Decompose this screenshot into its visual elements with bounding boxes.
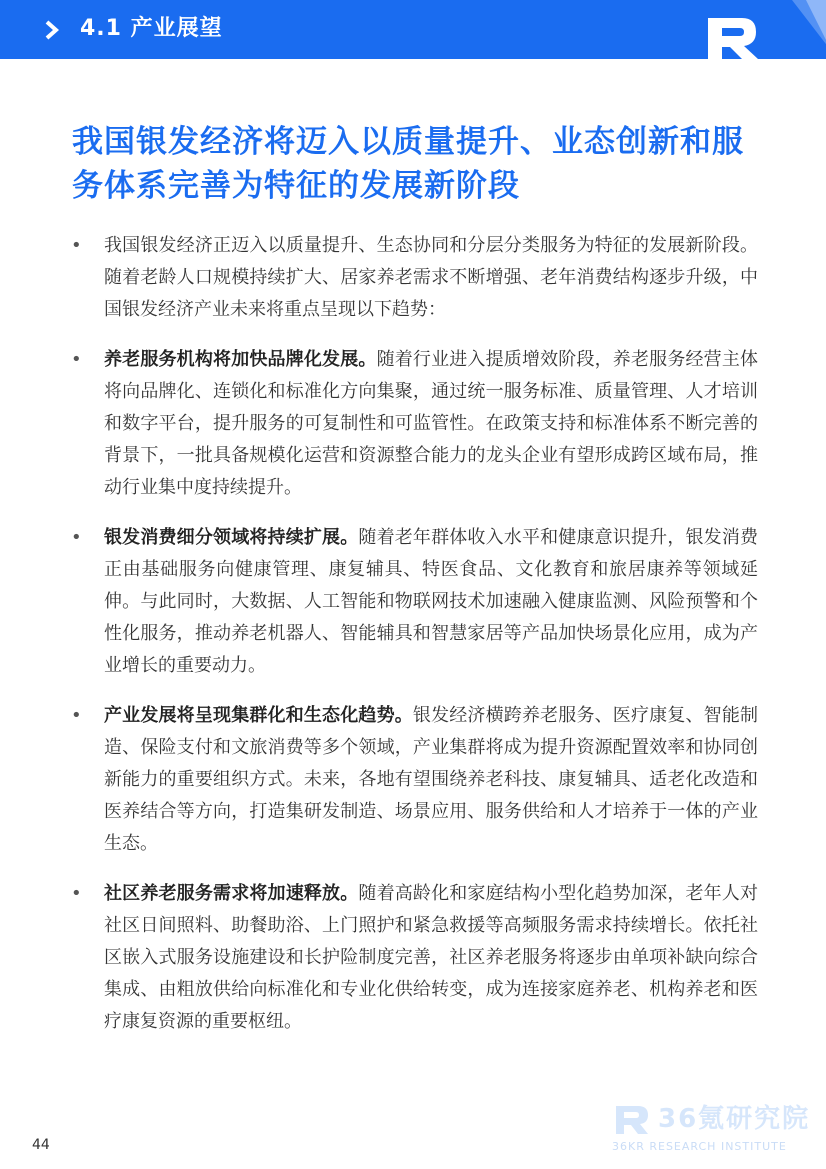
paragraph-intro (68, 230, 758, 326)
paragraph-lead: 社区养老服务需求将加速释放。 (104, 883, 359, 904)
brand-mark-icon (612, 1102, 652, 1138)
paragraph-text: 我国银发经济正迈入以质量提升、生态协同和分层分类服务为特征的发展新阶段。随着老龄人口规模持续扩大、居家养老需求不断增强、老年消费结构逐步升级，中国银发经济产业未来将重点呈现以下趋势： (104, 235, 758, 320)
paragraph-lead: 养老服务机构将加快品牌化发展。 (104, 349, 377, 370)
paragraph-text: 银发经济横跨养老服务、医疗康复、智能制造、保险支付和文旅消费等多个领域，产业集群将成为提升资源配置效率和协同创新能力的重要组织方式。未来，各地有望围绕养老科技、康复辅具、适老化改造和医养结合等方向，打造集研发制造、场景应用、服务供给和人才培养于一体的产业生态。 (104, 705, 759, 854)
bullet-marker: • (71, 705, 82, 726)
bullet-marker: • (71, 883, 82, 904)
paragraph-trend-2 (68, 522, 758, 682)
content-body (68, 230, 758, 1056)
page-title: 我国银发经济将迈入以质量提升、业态创新和服务体系完善为特征的发展新阶段 (72, 124, 744, 204)
paragraph-trend-3 (68, 700, 758, 860)
paragraph-trend-4 (68, 878, 758, 1038)
paragraph-trend-1 (68, 344, 758, 504)
paragraph-text: 随着老年群体收入水平和健康意识提升，银发消费正由基础服务向健康管理、康复辅具、特医食品、文化教育和旅居康养等领域延伸。与此同时，大数据、人工智能和物联网技术加速融入健康监测、风险预警和个性化服务，推动养老机器人、智能辅具和智慧家居等产品加快场景化应用，成为产业增长的重要动力。 (104, 527, 759, 676)
bullet-marker: • (71, 235, 82, 256)
paragraph-lead: 产业发展将呈现集群化和生态化趋势。 (104, 705, 413, 726)
chevron-right-icon (44, 20, 60, 40)
bullet-marker: • (71, 349, 82, 370)
footer-brand-cn: 36氪研究院 (658, 1104, 811, 1134)
footer-brand-en: 36KR RESEARCH INSTITUTE (612, 1140, 787, 1153)
header-bar (0, 0, 826, 59)
paragraph-text: 随着高龄化和家庭结构小型化趋势加深，老年人对社区日间照料、助餐助浴、上门照护和紧急救援等高频服务需求持续增长。依托社区嵌入式服务设施建设和长护险制度完善，社区养老服务将逐步由单项补缺向综合集成、由粗放供给向标准化和专业化供给转变，成为连接家庭养老、机构养老和医疗康复资源的重要枢纽。 (104, 883, 759, 1032)
section-title: 4.1 产业展望 (80, 16, 223, 41)
bullet-marker: • (71, 527, 82, 548)
page-number: 44 (32, 1137, 50, 1153)
paragraph-text: 随着行业进入提质增效阶段，养老服务经营主体将向品牌化、连锁化和标准化方向集聚，通过统一服务标准、质量管理、人才培训和数字平台，提升服务的可复制性和可监管性。在政策支持和标准体系不断完善的背景下，一批具备规模化运营和资源整合能力的龙头企业有望形成跨区域布局，推动行业集中度持续提升。 (104, 349, 759, 498)
paragraph-lead: 银发消费细分领域将持续扩展。 (104, 527, 359, 548)
brand-logo-icon (696, 0, 826, 59)
footer-watermark (612, 1100, 812, 1160)
